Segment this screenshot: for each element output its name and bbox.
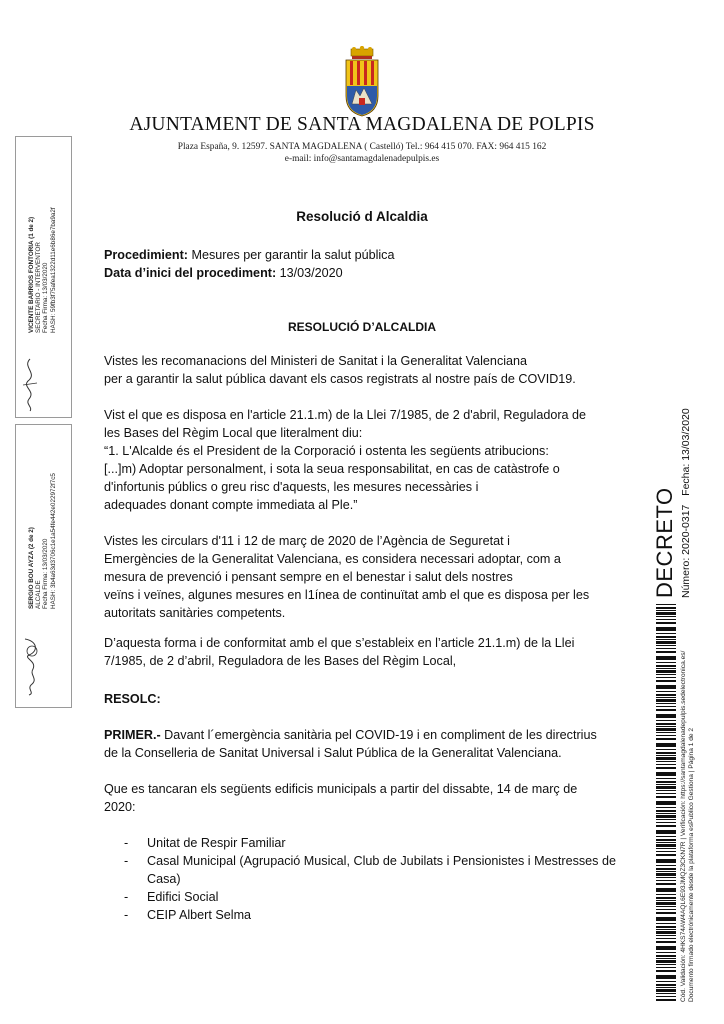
barcode-bar	[656, 839, 676, 841]
signature-details	[28, 473, 57, 609]
barcode-bar	[656, 786, 676, 789]
barcode-bar	[656, 897, 676, 899]
barcode-bar	[656, 902, 676, 905]
document-title: Resolució d Alcaldia	[296, 209, 428, 224]
barcode-bar	[656, 674, 676, 675]
barcode-bar	[656, 680, 676, 682]
paragraph-primer	[104, 726, 624, 762]
barcode-bar	[656, 639, 676, 640]
paragraph-line: D’aquesta forma i de conformitat amb el que s’estableix en l’article 21.1.m) de la Llei	[104, 636, 575, 650]
barcode-bar	[656, 714, 676, 718]
barcode-bar	[656, 958, 676, 959]
barcode-bar	[656, 851, 676, 852]
barcode-bar	[656, 830, 676, 834]
organization-name: AJUNTAMENT DE SANTA MAGDALENA DE POLPIS	[129, 114, 595, 135]
barcode-bar	[656, 815, 676, 818]
decree-number: Número: 2020-0317	[680, 504, 692, 598]
coat-of-arms-logo	[342, 46, 382, 118]
barcode-bar	[656, 784, 676, 785]
primer-label: PRIMER.-	[104, 728, 161, 742]
decree-metadata	[680, 408, 692, 598]
barcode-bar	[656, 989, 676, 992]
barcode-bar	[656, 656, 676, 660]
barcode-bar	[656, 691, 676, 692]
paragraph-line: autoritats sanitàries competents.	[104, 606, 286, 620]
barcode-bar	[656, 964, 676, 965]
paragraph-recommendations	[104, 352, 624, 388]
barcode-bar	[656, 999, 676, 1001]
primer-line	[104, 726, 624, 744]
barcode-bar	[656, 822, 676, 823]
barcode-bar	[656, 612, 676, 615]
closed-buildings-list	[104, 834, 624, 924]
start-date-line	[104, 264, 624, 282]
barcode-bar	[656, 819, 676, 820]
barcode-bar	[656, 854, 676, 856]
barcode-bar	[656, 848, 676, 849]
barcode-bar	[656, 993, 676, 994]
decree-date: Fecha: 13/03/2020	[680, 408, 692, 496]
signer-name: VICENTE BARRIOS FONTORIA (1 de 2)	[28, 216, 35, 333]
barcode-bar	[656, 836, 676, 837]
signer-role: ALCALDE	[35, 580, 43, 609]
barcode-bar	[656, 981, 676, 982]
barcode-bar	[656, 941, 676, 943]
resolc-label: RESOLC:	[104, 692, 161, 706]
decree-label: DECRETO	[652, 487, 677, 598]
barcode-bar	[656, 825, 676, 827]
barcode-bar	[656, 868, 676, 870]
barcode-bar	[656, 781, 676, 783]
paragraph-closure-intro	[104, 780, 624, 816]
barcode-bar	[656, 960, 676, 963]
paragraph-line: les Bases del Règim Local que literalment diu:	[104, 426, 363, 440]
signature-date: Fecha Firma: 13/03/2020	[42, 538, 50, 609]
barcode-bar	[656, 900, 676, 901]
barcode-bar	[656, 970, 676, 972]
barcode-bar	[656, 984, 676, 986]
start-date-value: 13/03/2020	[276, 266, 343, 280]
paragraph-line: veïns i veïnes, algunes mesures en l1ínea de continuïtat amb el que es disposa per les	[104, 588, 590, 602]
barcode-bar	[656, 670, 676, 673]
barcode-bar	[656, 873, 676, 876]
procedure-label: Procedimient:	[104, 248, 188, 262]
paragraph-line: 2020:	[104, 800, 136, 814]
paragraph-line: Que es tancaran els següents edificis municipals a partir del dissabte, 14 de març de	[104, 782, 578, 796]
list-item	[104, 852, 624, 888]
barcode-bar	[656, 906, 676, 907]
procedure-value: Mesures per garantir la salut pública	[187, 248, 395, 262]
paragraph-legal-basis	[104, 406, 624, 514]
paragraph-line: mesura de prevenció i pensant sempre en el benestar i salut dels nostres	[104, 570, 513, 584]
paragraph-line: Vist el que es disposa en l'article 21.1.m) de la Llei 7/1985, de 2 d'abril, Reguladora de	[104, 408, 587, 422]
barcode-bar	[656, 967, 676, 968]
organization-contact	[0, 141, 724, 165]
signature-date: Fecha Firma: 13/03/2020	[42, 262, 50, 333]
organization-email: e-mail: info@santamagdalenadepulpis.es	[284, 154, 440, 164]
signature-details	[28, 207, 57, 333]
paragraph-line: Emergències de la Generalitat Valenciana, es considera necessari adoptar, com a	[104, 552, 561, 566]
barcode-bar	[656, 752, 676, 754]
list-item-text: Edifici Social	[147, 890, 219, 904]
barcode-bar	[656, 706, 676, 707]
list-bullet: -	[124, 890, 129, 904]
barcode-bar	[656, 813, 676, 814]
list-bullet: -	[124, 836, 129, 850]
paragraph-line: [...]m) Adoptar personalment, i sota la seua responsabilitat, en cas de catàstrofe o	[104, 462, 560, 476]
barcode-bar	[656, 622, 676, 624]
barcode-bar	[656, 755, 676, 756]
barcode-bar	[656, 952, 676, 953]
barcode-bar	[656, 764, 676, 765]
barcode-bar	[656, 662, 676, 663]
signer-role: SECRETARIO - INTERVENTOR	[35, 242, 43, 333]
organization-address: Plaza España, 9. 12597. SANTA MAGDALENA ( Castelló) Tel.: 964 415 070. FAX: 964 415 162	[177, 142, 547, 152]
list-item	[104, 834, 624, 852]
validation-code: Cód. Validación: 4HKS74AW4AQL6E93JMQZ3CKN7R | Verificación: https://santamagdalenadepulpis.sedelectronica.es/	[680, 650, 687, 1002]
platform-note: Documento firmado electrónicamente desde la plataforma esPublico Gestiona | Página 1 de 2	[687, 727, 695, 1002]
barcode-bar	[656, 604, 676, 605]
barcode-bar	[656, 842, 676, 843]
barcode-bar	[656, 955, 676, 957]
barcode-bar	[656, 743, 676, 747]
barcode-bar	[656, 633, 676, 634]
barcode-bar	[656, 975, 676, 979]
barcode-bar	[656, 883, 676, 885]
barcode-bar	[656, 801, 676, 805]
paragraph-conformity	[104, 634, 624, 670]
barcode-bar	[656, 665, 676, 667]
barcode-bar	[656, 651, 676, 653]
barcode-bar	[656, 726, 676, 727]
barcode-bar	[656, 685, 676, 689]
list-item-text: Casal Municipal (Agrupació Musical, Club de Jubilats i Pensionistes i Mestresses de Casa)	[147, 854, 616, 886]
barcode-bar	[656, 987, 676, 988]
list-bullet: -	[124, 854, 129, 868]
barcode-bar	[656, 645, 676, 646]
barcode-bar	[656, 923, 676, 924]
section-heading: RESOLUCIÓ D’ALCALDIA	[288, 320, 436, 334]
barcode-bar	[656, 616, 676, 617]
paragraph-line: d'infortunis públics o greu risc d'aquests, les mesures necessàries i	[104, 480, 479, 494]
barcode-bar	[656, 728, 676, 731]
paragraph-line: adequades donant compte immediata al Ple.”	[104, 498, 358, 512]
signature-stamp-secretary	[15, 136, 72, 418]
paragraph-line: 7/1985, de 2 d’abril, Reguladora de les Bases del Règim Local,	[104, 654, 457, 668]
barcode-bar	[656, 917, 676, 921]
barcode-bar	[656, 871, 676, 872]
barcode-bar	[656, 912, 676, 914]
validation-info	[680, 651, 696, 1002]
barcode-bar	[656, 720, 676, 721]
barcode-bar	[656, 793, 676, 794]
list-item	[104, 888, 624, 906]
handwritten-signature-image	[19, 631, 43, 697]
barcode-bar	[656, 709, 676, 711]
barcode-bar	[656, 757, 676, 760]
signer-name: SERGIO BOU AYZA (2 de 2)	[28, 527, 35, 609]
barcode-bar	[656, 810, 676, 812]
barcode-bar	[656, 732, 676, 733]
barcode-bar	[656, 619, 676, 620]
barcode-bar	[656, 703, 676, 704]
barcode-bar	[656, 931, 676, 934]
barcode-bar	[656, 767, 676, 769]
start-date-label: Data d’inici del procediment:	[104, 266, 277, 280]
barcode-bar	[656, 772, 676, 776]
barcode-bar	[656, 778, 676, 779]
list-bullet: -	[124, 908, 129, 922]
list-item-text: CEIP Albert Selma	[147, 908, 252, 922]
barcode-bar	[656, 610, 676, 611]
primer-line: de la Conselleria de Sanitat Universal i Salut Pública de la Generalitat Valenciana.	[104, 746, 562, 760]
barcode-bar	[656, 859, 676, 863]
barcode-bar	[656, 697, 676, 698]
barcode-bar	[656, 668, 676, 669]
barcode-bar	[656, 723, 676, 725]
barcode-bar	[656, 929, 676, 930]
barcode-bar	[656, 807, 676, 808]
barcode-bar	[656, 749, 676, 750]
primer-text: Davant l´emergència sanitària pel COVID-19 i en compliment de les directrius	[160, 728, 597, 742]
list-item	[104, 906, 624, 924]
signature-stamp-mayor	[15, 424, 72, 708]
barcode-bar	[656, 909, 676, 910]
barcode-bar	[656, 880, 676, 881]
barcode-bar	[656, 888, 676, 892]
paragraph-line: “1. L'Alcalde és el President de la Corporació i ostenta les següents atribucions:	[104, 444, 549, 458]
paragraph-line: per a garantir la salut pública davant els casos registrats al nostre país de COVID19.	[104, 372, 576, 386]
signature-hash: HASH: 3b4a63d3706c1e1a54fe442e022972f7c5	[49, 473, 57, 609]
paragraph-line: Vistes les circulars d'11 i 12 de març de 2020 de l’Agència de Seguretat i	[104, 534, 510, 548]
barcode-bar	[656, 946, 676, 950]
barcode-bar	[656, 677, 676, 678]
barcode-image	[656, 604, 676, 1004]
barcode-bar	[656, 641, 676, 644]
list-item-text: Unitat de Respir Familiar	[147, 836, 286, 850]
barcode-bar	[656, 699, 676, 702]
barcode-bar	[656, 694, 676, 696]
barcode-bar	[656, 844, 676, 847]
paragraph-circulars	[104, 532, 624, 622]
paragraph-line: Vistes les recomanacions del Ministeri de Sanitat i la Generalitat Valenciana	[104, 354, 528, 368]
barcode-bar	[656, 735, 676, 736]
barcode-bar	[656, 877, 676, 878]
barcode-bar	[656, 935, 676, 936]
barcode-bar	[656, 926, 676, 928]
signature-hash: HASH: 59fb3f75afea1322d11e6b86e7ba9a2f	[49, 207, 57, 333]
barcode-bar	[656, 790, 676, 791]
barcode-bar	[656, 648, 676, 649]
barcode-bar	[656, 894, 676, 895]
barcode-bar	[656, 996, 676, 997]
barcode-bar	[656, 607, 676, 609]
procedure-info	[104, 246, 624, 282]
barcode-bar	[656, 636, 676, 638]
barcode-bar	[656, 738, 676, 740]
barcode-bar	[656, 796, 676, 798]
barcode-bar	[656, 627, 676, 631]
barcode-bar	[656, 761, 676, 762]
resolc-heading	[104, 690, 624, 708]
barcode-bar	[656, 938, 676, 939]
barcode-bar	[656, 865, 676, 866]
procedure-line	[104, 246, 624, 264]
handwritten-signature-image	[19, 355, 41, 413]
